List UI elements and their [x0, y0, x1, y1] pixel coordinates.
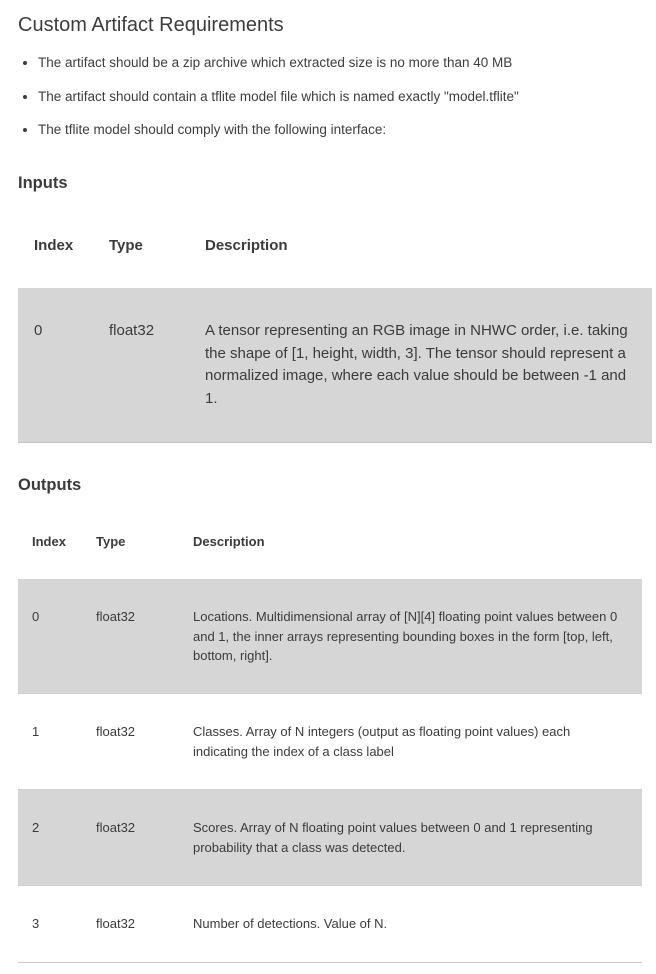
inputs-table [18, 200, 652, 443]
cell-description: A tensor representing an RGB image in NHWC order, i.e. taking the shape of [1, height, width, 3]. The tensor should represent a normalized image, where each value should be between -1 and 1. [205, 322, 628, 407]
table-row [18, 694, 642, 790]
requirements-list [18, 54, 519, 155]
outputs-table [18, 503, 642, 963]
outputs-heading: Outputs [18, 476, 82, 494]
cell-type: float32 [96, 820, 136, 835]
table-row [18, 886, 642, 963]
page-title: Custom Artifact Requirements [18, 14, 284, 36]
inputs-col-index: Index [34, 237, 74, 254]
outputs-col-type: Type [96, 534, 126, 549]
requirement-item: • The artifact should be a zip archive which extracted size is no more than 40 MB [38, 54, 519, 88]
inputs-col-type: Type [109, 237, 143, 254]
cell-type: float32 [96, 724, 136, 739]
requirement-item: • The tflite model should comply with the following interface: [38, 121, 519, 155]
cell-index: 0 [34, 322, 43, 339]
cell-index: 3 [32, 916, 40, 931]
cell-index: 2 [32, 820, 40, 835]
inputs-heading: Inputs [18, 174, 68, 192]
cell-type: float32 [96, 916, 136, 931]
table-row [18, 790, 642, 886]
inputs-col-description: Description [205, 237, 288, 254]
cell-description: Number of detections. Value of N. [193, 916, 388, 931]
cell-type: float32 [109, 322, 155, 339]
cell-description: Locations. Multidimensional array of [N][4] floating point values between 0 and 1, the inner arrays representing bounding boxes in the form [top, left, bottom, right]. [193, 609, 618, 663]
outputs-header-row [18, 503, 642, 579]
cell-type: float32 [96, 609, 136, 624]
cell-index: 0 [32, 609, 40, 624]
outputs-col-index: Index [32, 534, 66, 549]
table-row [18, 579, 642, 694]
cell-description: Classes. Array of N integers (output as floating point values) each indicating the index of a class label [193, 724, 571, 759]
inputs-header-row [18, 200, 652, 288]
cell-description: Scores. Array of N floating point values between 0 and 1 representing probability that a class was detected. [193, 820, 593, 855]
requirement-item: • The artifact should contain a tflite model file which is named exactly "model.tflite" [38, 88, 519, 122]
cell-index: 1 [32, 724, 40, 739]
outputs-col-description: Description [193, 534, 265, 549]
table-row [18, 288, 652, 443]
